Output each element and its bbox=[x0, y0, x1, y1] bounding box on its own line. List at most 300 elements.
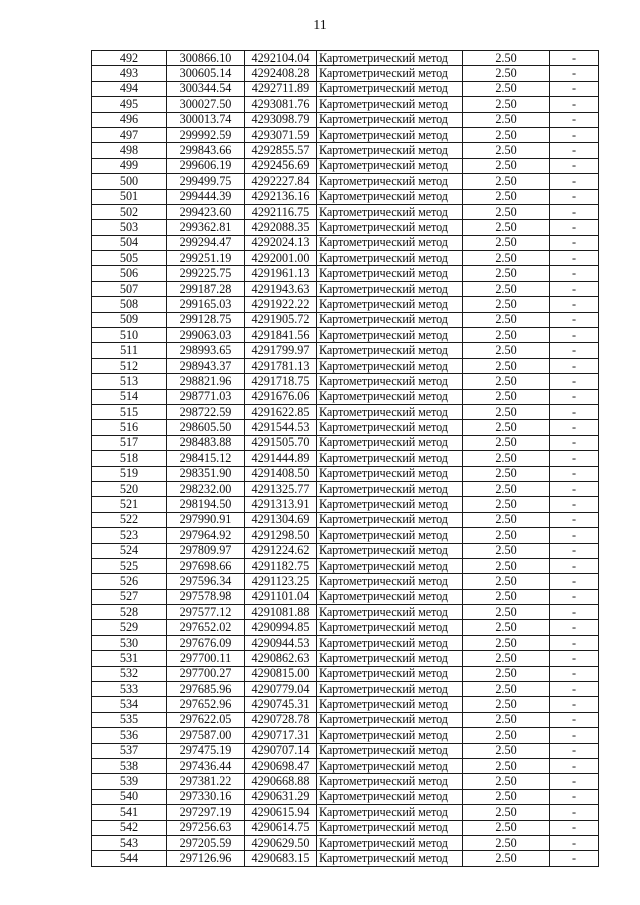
method-cell: Картометрический метод bbox=[317, 728, 463, 743]
table-row bbox=[92, 574, 599, 589]
x-coordinate-cell: 298771.03 bbox=[167, 389, 245, 404]
y-coordinate-cell: 4291544.53 bbox=[245, 420, 317, 435]
y-coordinate-cell: 4291123.25 bbox=[245, 574, 317, 589]
accuracy-cell: 2.50 bbox=[463, 728, 550, 743]
accuracy-cell: 2.50 bbox=[463, 558, 550, 573]
y-coordinate-cell: 4290629.50 bbox=[245, 835, 317, 850]
accuracy-cell: 2.50 bbox=[463, 758, 550, 773]
point-number-cell: 497 bbox=[92, 127, 167, 142]
table-row bbox=[92, 235, 599, 250]
table-row bbox=[92, 143, 599, 158]
accuracy-cell: 2.50 bbox=[463, 358, 550, 373]
accuracy-cell: 2.50 bbox=[463, 743, 550, 758]
table-row bbox=[92, 266, 599, 281]
y-coordinate-cell: 4291922.22 bbox=[245, 297, 317, 312]
description-cell: - bbox=[550, 404, 599, 419]
method-cell: Картометрический метод bbox=[317, 189, 463, 204]
table-row bbox=[92, 666, 599, 681]
accuracy-cell: 2.50 bbox=[463, 682, 550, 697]
table-row bbox=[92, 420, 599, 435]
accuracy-cell: 2.50 bbox=[463, 158, 550, 173]
y-coordinate-cell: 4290728.78 bbox=[245, 712, 317, 727]
description-cell: - bbox=[550, 97, 599, 112]
description-cell: - bbox=[550, 835, 599, 850]
point-number-cell: 540 bbox=[92, 789, 167, 804]
point-number-cell: 502 bbox=[92, 204, 167, 219]
method-cell: Картометрический метод bbox=[317, 774, 463, 789]
table-row bbox=[92, 374, 599, 389]
point-number-cell: 542 bbox=[92, 820, 167, 835]
x-coordinate-cell: 299362.81 bbox=[167, 220, 245, 235]
accuracy-cell: 2.50 bbox=[463, 389, 550, 404]
accuracy-cell: 2.50 bbox=[463, 528, 550, 543]
description-cell: - bbox=[550, 774, 599, 789]
point-number-cell: 521 bbox=[92, 497, 167, 512]
point-number-cell: 510 bbox=[92, 328, 167, 343]
method-cell: Картометрический метод bbox=[317, 281, 463, 296]
table-row bbox=[92, 651, 599, 666]
description-cell: - bbox=[550, 758, 599, 773]
point-number-cell: 532 bbox=[92, 666, 167, 681]
method-cell: Картометрический метод bbox=[317, 820, 463, 835]
point-number-cell: 508 bbox=[92, 297, 167, 312]
y-coordinate-cell: 4291905.72 bbox=[245, 312, 317, 327]
x-coordinate-cell: 297330.16 bbox=[167, 789, 245, 804]
accuracy-cell: 2.50 bbox=[463, 805, 550, 820]
accuracy-cell: 2.50 bbox=[463, 220, 550, 235]
y-coordinate-cell: 4291408.50 bbox=[245, 466, 317, 481]
x-coordinate-cell: 299128.75 bbox=[167, 312, 245, 327]
x-coordinate-cell: 299187.28 bbox=[167, 281, 245, 296]
method-cell: Картометрический метод bbox=[317, 758, 463, 773]
method-cell: Картометрический метод bbox=[317, 235, 463, 250]
accuracy-cell: 2.50 bbox=[463, 605, 550, 620]
description-cell: - bbox=[550, 389, 599, 404]
description-cell: - bbox=[550, 697, 599, 712]
point-number-cell: 541 bbox=[92, 805, 167, 820]
y-coordinate-cell: 4290994.85 bbox=[245, 620, 317, 635]
x-coordinate-cell: 298415.12 bbox=[167, 451, 245, 466]
y-coordinate-cell: 4291943.63 bbox=[245, 281, 317, 296]
x-coordinate-cell: 297685.96 bbox=[167, 682, 245, 697]
method-cell: Картометрический метод bbox=[317, 605, 463, 620]
table-row bbox=[92, 451, 599, 466]
point-number-cell: 506 bbox=[92, 266, 167, 281]
y-coordinate-cell: 4291182.75 bbox=[245, 558, 317, 573]
description-cell: - bbox=[550, 297, 599, 312]
y-coordinate-cell: 4291325.77 bbox=[245, 481, 317, 496]
x-coordinate-cell: 299423.60 bbox=[167, 204, 245, 219]
point-number-cell: 529 bbox=[92, 620, 167, 635]
method-cell: Картометрический метод bbox=[317, 297, 463, 312]
point-number-cell: 493 bbox=[92, 66, 167, 81]
accuracy-cell: 2.50 bbox=[463, 466, 550, 481]
table-row bbox=[92, 789, 599, 804]
y-coordinate-cell: 4290614.75 bbox=[245, 820, 317, 835]
description-cell: - bbox=[550, 574, 599, 589]
accuracy-cell: 2.50 bbox=[463, 774, 550, 789]
description-cell: - bbox=[550, 127, 599, 142]
accuracy-cell: 2.50 bbox=[463, 820, 550, 835]
description-cell: - bbox=[550, 481, 599, 496]
table-row bbox=[92, 512, 599, 527]
method-cell: Картометрический метод bbox=[317, 66, 463, 81]
description-cell: - bbox=[550, 158, 599, 173]
method-cell: Картометрический метод bbox=[317, 497, 463, 512]
table-row bbox=[92, 774, 599, 789]
point-number-cell: 500 bbox=[92, 174, 167, 189]
method-cell: Картометрический метод bbox=[317, 466, 463, 481]
table-row bbox=[92, 697, 599, 712]
accuracy-cell: 2.50 bbox=[463, 666, 550, 681]
y-coordinate-cell: 4292001.00 bbox=[245, 251, 317, 266]
description-cell: - bbox=[550, 266, 599, 281]
table-row bbox=[92, 558, 599, 573]
y-coordinate-cell: 4291298.50 bbox=[245, 528, 317, 543]
accuracy-cell: 2.50 bbox=[463, 543, 550, 558]
table-row bbox=[92, 435, 599, 450]
y-coordinate-cell: 4291304.69 bbox=[245, 512, 317, 527]
table-row bbox=[92, 328, 599, 343]
point-number-cell: 527 bbox=[92, 589, 167, 604]
x-coordinate-cell: 299225.75 bbox=[167, 266, 245, 281]
accuracy-cell: 2.50 bbox=[463, 451, 550, 466]
table-row bbox=[92, 820, 599, 835]
description-cell: - bbox=[550, 635, 599, 650]
description-cell: - bbox=[550, 189, 599, 204]
x-coordinate-cell: 298943.37 bbox=[167, 358, 245, 373]
point-number-cell: 520 bbox=[92, 481, 167, 496]
coordinates-table bbox=[91, 50, 599, 867]
accuracy-cell: 2.50 bbox=[463, 497, 550, 512]
description-cell: - bbox=[550, 558, 599, 573]
description-cell: - bbox=[550, 174, 599, 189]
accuracy-cell: 2.50 bbox=[463, 204, 550, 219]
table-row bbox=[92, 682, 599, 697]
accuracy-cell: 2.50 bbox=[463, 235, 550, 250]
y-coordinate-cell: 4291101.04 bbox=[245, 589, 317, 604]
description-cell: - bbox=[550, 143, 599, 158]
y-coordinate-cell: 4290779.04 bbox=[245, 682, 317, 697]
table-row bbox=[92, 66, 599, 81]
x-coordinate-cell: 297381.22 bbox=[167, 774, 245, 789]
point-number-cell: 503 bbox=[92, 220, 167, 235]
y-coordinate-cell: 4293071.59 bbox=[245, 127, 317, 142]
method-cell: Картометрический метод bbox=[317, 251, 463, 266]
x-coordinate-cell: 297622.05 bbox=[167, 712, 245, 727]
y-coordinate-cell: 4291505.70 bbox=[245, 435, 317, 450]
table-row bbox=[92, 343, 599, 358]
point-number-cell: 534 bbox=[92, 697, 167, 712]
x-coordinate-cell: 299165.03 bbox=[167, 297, 245, 312]
point-number-cell: 498 bbox=[92, 143, 167, 158]
accuracy-cell: 2.50 bbox=[463, 697, 550, 712]
point-number-cell: 516 bbox=[92, 420, 167, 435]
point-number-cell: 496 bbox=[92, 112, 167, 127]
method-cell: Картометрический метод bbox=[317, 358, 463, 373]
table-row bbox=[92, 543, 599, 558]
point-number-cell: 494 bbox=[92, 81, 167, 96]
accuracy-cell: 2.50 bbox=[463, 312, 550, 327]
y-coordinate-cell: 4291622.85 bbox=[245, 404, 317, 419]
table-row bbox=[92, 758, 599, 773]
point-number-cell: 511 bbox=[92, 343, 167, 358]
x-coordinate-cell: 297700.11 bbox=[167, 651, 245, 666]
x-coordinate-cell: 297436.44 bbox=[167, 758, 245, 773]
table-row bbox=[92, 358, 599, 373]
method-cell: Картометрический метод bbox=[317, 266, 463, 281]
y-coordinate-cell: 4290862.63 bbox=[245, 651, 317, 666]
method-cell: Картометрический метод bbox=[317, 204, 463, 219]
y-coordinate-cell: 4292136.16 bbox=[245, 189, 317, 204]
accuracy-cell: 2.50 bbox=[463, 51, 550, 66]
x-coordinate-cell: 298722.59 bbox=[167, 404, 245, 419]
method-cell: Картометрический метод bbox=[317, 143, 463, 158]
description-cell: - bbox=[550, 358, 599, 373]
table-row bbox=[92, 112, 599, 127]
x-coordinate-cell: 299251.19 bbox=[167, 251, 245, 266]
accuracy-cell: 2.50 bbox=[463, 127, 550, 142]
method-cell: Картометрический метод bbox=[317, 805, 463, 820]
description-cell: - bbox=[550, 605, 599, 620]
x-coordinate-cell: 299444.39 bbox=[167, 189, 245, 204]
method-cell: Картометрический метод bbox=[317, 404, 463, 419]
table-row bbox=[92, 81, 599, 96]
method-cell: Картометрический метод bbox=[317, 81, 463, 96]
description-cell: - bbox=[550, 820, 599, 835]
description-cell: - bbox=[550, 789, 599, 804]
table-row bbox=[92, 204, 599, 219]
y-coordinate-cell: 4290698.47 bbox=[245, 758, 317, 773]
page-number: 11 bbox=[313, 18, 327, 33]
description-cell: - bbox=[550, 651, 599, 666]
table-row bbox=[92, 528, 599, 543]
x-coordinate-cell: 299499.75 bbox=[167, 174, 245, 189]
y-coordinate-cell: 4291444.89 bbox=[245, 451, 317, 466]
point-number-cell: 495 bbox=[92, 97, 167, 112]
description-cell: - bbox=[550, 805, 599, 820]
y-coordinate-cell: 4290717.31 bbox=[245, 728, 317, 743]
x-coordinate-cell: 297652.96 bbox=[167, 697, 245, 712]
accuracy-cell: 2.50 bbox=[463, 420, 550, 435]
table-row bbox=[92, 635, 599, 650]
table-row bbox=[92, 220, 599, 235]
accuracy-cell: 2.50 bbox=[463, 81, 550, 96]
point-number-cell: 523 bbox=[92, 528, 167, 543]
description-cell: - bbox=[550, 220, 599, 235]
y-coordinate-cell: 4290707.14 bbox=[245, 743, 317, 758]
table-row bbox=[92, 805, 599, 820]
y-coordinate-cell: 4290668.88 bbox=[245, 774, 317, 789]
method-cell: Картометрический метод bbox=[317, 343, 463, 358]
description-cell: - bbox=[550, 66, 599, 81]
method-cell: Картометрический метод bbox=[317, 435, 463, 450]
y-coordinate-cell: 4291313.91 bbox=[245, 497, 317, 512]
description-cell: - bbox=[550, 204, 599, 219]
method-cell: Картометрический метод bbox=[317, 620, 463, 635]
accuracy-cell: 2.50 bbox=[463, 374, 550, 389]
description-cell: - bbox=[550, 666, 599, 681]
x-coordinate-cell: 297256.63 bbox=[167, 820, 245, 835]
description-cell: - bbox=[550, 620, 599, 635]
y-coordinate-cell: 4290683.15 bbox=[245, 851, 317, 866]
y-coordinate-cell: 4292711.89 bbox=[245, 81, 317, 96]
method-cell: Картометрический метод bbox=[317, 158, 463, 173]
method-cell: Картометрический метод bbox=[317, 589, 463, 604]
x-coordinate-cell: 297475.19 bbox=[167, 743, 245, 758]
table-row bbox=[92, 174, 599, 189]
x-coordinate-cell: 298232.00 bbox=[167, 481, 245, 496]
table-row bbox=[92, 851, 599, 866]
description-cell: - bbox=[550, 589, 599, 604]
accuracy-cell: 2.50 bbox=[463, 281, 550, 296]
accuracy-cell: 2.50 bbox=[463, 589, 550, 604]
accuracy-cell: 2.50 bbox=[463, 251, 550, 266]
point-number-cell: 535 bbox=[92, 712, 167, 727]
point-number-cell: 539 bbox=[92, 774, 167, 789]
y-coordinate-cell: 4292116.75 bbox=[245, 204, 317, 219]
description-cell: - bbox=[550, 328, 599, 343]
y-coordinate-cell: 4291841.56 bbox=[245, 328, 317, 343]
point-number-cell: 531 bbox=[92, 651, 167, 666]
y-coordinate-cell: 4291081.88 bbox=[245, 605, 317, 620]
x-coordinate-cell: 297126.96 bbox=[167, 851, 245, 866]
table-row bbox=[92, 743, 599, 758]
method-cell: Картометрический метод bbox=[317, 51, 463, 66]
point-number-cell: 501 bbox=[92, 189, 167, 204]
point-number-cell: 528 bbox=[92, 605, 167, 620]
point-number-cell: 515 bbox=[92, 404, 167, 419]
table-row bbox=[92, 497, 599, 512]
accuracy-cell: 2.50 bbox=[463, 189, 550, 204]
accuracy-cell: 2.50 bbox=[463, 328, 550, 343]
accuracy-cell: 2.50 bbox=[463, 343, 550, 358]
description-cell: - bbox=[550, 682, 599, 697]
accuracy-cell: 2.50 bbox=[463, 143, 550, 158]
accuracy-cell: 2.50 bbox=[463, 835, 550, 850]
description-cell: - bbox=[550, 728, 599, 743]
table-row bbox=[92, 127, 599, 142]
table-row bbox=[92, 605, 599, 620]
accuracy-cell: 2.50 bbox=[463, 297, 550, 312]
description-cell: - bbox=[550, 343, 599, 358]
table-row bbox=[92, 312, 599, 327]
x-coordinate-cell: 299992.59 bbox=[167, 127, 245, 142]
table-row bbox=[92, 712, 599, 727]
accuracy-cell: 2.50 bbox=[463, 66, 550, 81]
x-coordinate-cell: 297587.00 bbox=[167, 728, 245, 743]
table-row bbox=[92, 481, 599, 496]
accuracy-cell: 2.50 bbox=[463, 97, 550, 112]
point-number-cell: 513 bbox=[92, 374, 167, 389]
x-coordinate-cell: 300013.74 bbox=[167, 112, 245, 127]
accuracy-cell: 2.50 bbox=[463, 435, 550, 450]
table-row bbox=[92, 589, 599, 604]
method-cell: Картометрический метод bbox=[317, 112, 463, 127]
accuracy-cell: 2.50 bbox=[463, 620, 550, 635]
description-cell: - bbox=[550, 374, 599, 389]
y-coordinate-cell: 4292855.57 bbox=[245, 143, 317, 158]
x-coordinate-cell: 299606.19 bbox=[167, 158, 245, 173]
accuracy-cell: 2.50 bbox=[463, 404, 550, 419]
description-cell: - bbox=[550, 851, 599, 866]
description-cell: - bbox=[550, 743, 599, 758]
method-cell: Картометрический метод bbox=[317, 312, 463, 327]
accuracy-cell: 2.50 bbox=[463, 712, 550, 727]
method-cell: Картометрический метод bbox=[317, 97, 463, 112]
point-number-cell: 533 bbox=[92, 682, 167, 697]
description-cell: - bbox=[550, 497, 599, 512]
x-coordinate-cell: 298605.50 bbox=[167, 420, 245, 435]
x-coordinate-cell: 298821.96 bbox=[167, 374, 245, 389]
method-cell: Картометрический метод bbox=[317, 558, 463, 573]
y-coordinate-cell: 4290615.94 bbox=[245, 805, 317, 820]
description-cell: - bbox=[550, 112, 599, 127]
x-coordinate-cell: 299843.66 bbox=[167, 143, 245, 158]
table-row bbox=[92, 251, 599, 266]
y-coordinate-cell: 4293098.79 bbox=[245, 112, 317, 127]
method-cell: Картометрический метод bbox=[317, 328, 463, 343]
method-cell: Картометрический метод bbox=[317, 543, 463, 558]
table-row bbox=[92, 389, 599, 404]
point-number-cell: 537 bbox=[92, 743, 167, 758]
y-coordinate-cell: 4290745.31 bbox=[245, 697, 317, 712]
description-cell: - bbox=[550, 312, 599, 327]
y-coordinate-cell: 4292456.69 bbox=[245, 158, 317, 173]
description-cell: - bbox=[550, 466, 599, 481]
table-row bbox=[92, 189, 599, 204]
method-cell: Картометрический метод bbox=[317, 651, 463, 666]
description-cell: - bbox=[550, 451, 599, 466]
y-coordinate-cell: 4291676.06 bbox=[245, 389, 317, 404]
description-cell: - bbox=[550, 543, 599, 558]
method-cell: Картометрический метод bbox=[317, 174, 463, 189]
x-coordinate-cell: 297652.02 bbox=[167, 620, 245, 635]
y-coordinate-cell: 4293081.76 bbox=[245, 97, 317, 112]
method-cell: Картометрический метод bbox=[317, 697, 463, 712]
method-cell: Картометрический метод bbox=[317, 127, 463, 142]
description-cell: - bbox=[550, 420, 599, 435]
method-cell: Картометрический метод bbox=[317, 420, 463, 435]
accuracy-cell: 2.50 bbox=[463, 112, 550, 127]
x-coordinate-cell: 300605.14 bbox=[167, 66, 245, 81]
y-coordinate-cell: 4290815.00 bbox=[245, 666, 317, 681]
method-cell: Картометрический метод bbox=[317, 851, 463, 866]
x-coordinate-cell: 297297.19 bbox=[167, 805, 245, 820]
y-coordinate-cell: 4290944.53 bbox=[245, 635, 317, 650]
method-cell: Картометрический метод bbox=[317, 712, 463, 727]
description-cell: - bbox=[550, 81, 599, 96]
x-coordinate-cell: 297205.59 bbox=[167, 835, 245, 850]
point-number-cell: 544 bbox=[92, 851, 167, 866]
method-cell: Картометрический метод bbox=[317, 389, 463, 404]
x-coordinate-cell: 297809.97 bbox=[167, 543, 245, 558]
point-number-cell: 530 bbox=[92, 635, 167, 650]
method-cell: Картометрический метод bbox=[317, 374, 463, 389]
x-coordinate-cell: 300866.10 bbox=[167, 51, 245, 66]
point-number-cell: 514 bbox=[92, 389, 167, 404]
coordinates-table-body bbox=[92, 51, 599, 867]
y-coordinate-cell: 4292227.84 bbox=[245, 174, 317, 189]
accuracy-cell: 2.50 bbox=[463, 789, 550, 804]
x-coordinate-cell: 298351.90 bbox=[167, 466, 245, 481]
accuracy-cell: 2.50 bbox=[463, 635, 550, 650]
x-coordinate-cell: 299063.03 bbox=[167, 328, 245, 343]
x-coordinate-cell: 297676.09 bbox=[167, 635, 245, 650]
table-row bbox=[92, 51, 599, 66]
x-coordinate-cell: 298483.88 bbox=[167, 435, 245, 450]
table-row bbox=[92, 620, 599, 635]
